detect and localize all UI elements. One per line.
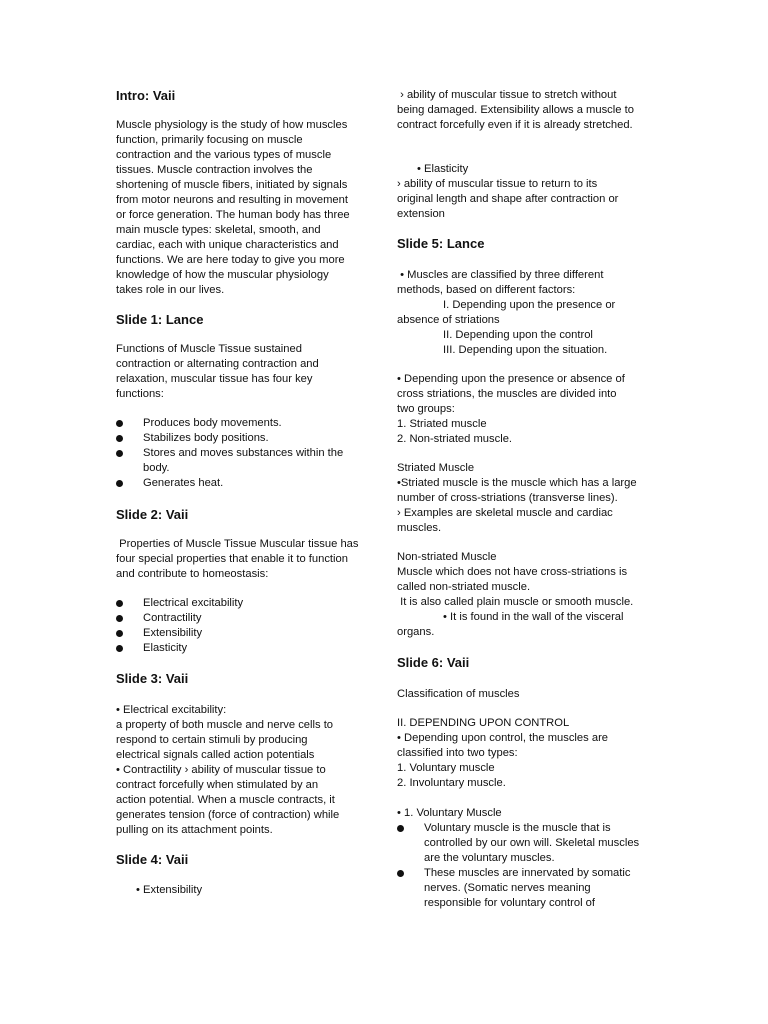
slide6-heading: Slide 6: Vaii [397, 655, 470, 670]
text-line: pulling on its attachment points. [116, 824, 273, 836]
text-line: functions: [116, 388, 164, 400]
text-line: organs. [397, 626, 435, 638]
voluntary-muscle-heading: • 1. Voluntary Muscle [397, 807, 502, 819]
text-line: from motor neurons and resulting in movement [116, 194, 348, 206]
text-line: Muscle which does not have cross-striations is [397, 566, 628, 578]
extensibility-bullet: • Extensibility [136, 884, 203, 896]
text-line: and contribute to homeostasis: [116, 568, 269, 580]
slide5-intro [397, 268, 659, 358]
striation-paragraph [397, 372, 659, 447]
text-line: III. Depending upon the situation. [443, 344, 608, 356]
text-line: relaxation, muscular tissue has four key [116, 373, 313, 385]
text-line: • Depending upon control, the muscles are [397, 732, 609, 744]
list-item: Produces body movements. [116, 416, 374, 431]
text-line: It is also called plain muscle or smooth muscle. [397, 596, 634, 608]
text-line: generates tension (force of contraction) while [116, 809, 340, 821]
text-line: Striated Muscle [397, 462, 475, 474]
list-item: Elasticity [116, 641, 374, 656]
slide3-heading: Slide 3: Vaii [116, 671, 189, 686]
text-line: main muscle types: skeletal, smooth, and [116, 224, 321, 236]
list-item: Electrical excitability [116, 596, 374, 611]
non-striated-muscle-paragraph [397, 550, 659, 640]
text-line: 2. Involuntary muscle. [397, 777, 506, 789]
slide2-bullet-list [116, 596, 374, 656]
classification-title: Classification of muscles [397, 688, 520, 700]
text-line: Muscle physiology is the study of how muscles [116, 119, 348, 131]
text-line: cardiac, each with unique characteristics and [116, 239, 339, 251]
text-line: called non-striated muscle. [397, 581, 531, 593]
text-line: • Depending upon the presence or absence of [397, 373, 625, 385]
text-line: • Muscles are classified by three different [397, 269, 604, 281]
text-line: methods, based on different factors: [397, 284, 576, 296]
text-line: contraction or alternating contraction and [116, 358, 319, 370]
text-line: extension [397, 208, 445, 220]
text-line: contract forcefully when stimulated by an [116, 779, 319, 791]
text-line: shortening of muscle fibers, initiated by signals [116, 179, 348, 191]
text-line: Functions of Muscle Tissue sustained [116, 343, 302, 355]
striated-muscle-paragraph [397, 461, 659, 536]
text-line: number of cross-striations (transverse lines). [397, 492, 618, 504]
list-item: Stabilizes body positions. [116, 431, 374, 446]
text-line: Non-striated Muscle [397, 551, 497, 563]
text-line: cross striations, the muscles are divided into [397, 388, 617, 400]
elasticity-paragraph [397, 177, 659, 222]
text-line: two groups: [397, 403, 455, 415]
text-line: knowledge of how the muscular physiology [116, 269, 329, 281]
list-item: Generates heat. [116, 476, 374, 491]
slide2-paragraph [116, 537, 378, 582]
intro-heading: Intro: Vaii [116, 88, 176, 103]
text-line: • Electrical excitability: [116, 704, 227, 716]
text-line: 1. Striated muscle [397, 418, 487, 430]
control-paragraph [397, 716, 659, 791]
text-line: II. Depending upon the control [443, 329, 593, 341]
slide1-paragraph [116, 342, 374, 402]
text-line: a property of both muscle and nerve cells to [116, 719, 334, 731]
text-line: function, primarily focusing on muscle [116, 134, 303, 146]
list-item: Stores and moves substances within the body. [116, 446, 374, 476]
text-line: Properties of Muscle Tissue Muscular tissue has [116, 538, 359, 550]
text-line: being damaged. Extensibility allows a muscle to [397, 104, 634, 116]
text-line: respond to certain stimuli by producing [116, 734, 308, 746]
text-line: functions. We are here today to give you more [116, 254, 345, 266]
text-line: 2. Non-striated muscle. [397, 433, 513, 445]
slide2-heading: Slide 2: Vaii [116, 507, 189, 522]
text-line: 1. Voluntary muscle [397, 762, 495, 774]
text-line: tissues. Muscle contraction involves the [116, 164, 313, 176]
slide5-heading: Slide 5: Lance [397, 236, 485, 251]
text-line: takes role in our lives. [116, 284, 225, 296]
text-line: • Contractility › ability of muscular tissue to [116, 764, 326, 776]
slide4-heading: Slide 4: Vaii [116, 852, 189, 867]
text-line: › ability of muscular tissue to stretch without [397, 89, 617, 101]
list-item: Contractility [116, 611, 374, 626]
text-line: contraction and the various types of muscle [116, 149, 332, 161]
intro-paragraph [116, 118, 374, 298]
text-line: › Examples are skeletal muscle and cardiac [397, 507, 613, 519]
text-line: II. DEPENDING UPON CONTROL [397, 717, 570, 729]
text-line: classified into two types: [397, 747, 518, 759]
text-line: › ability of muscular tissue to return to its [397, 178, 598, 190]
text-line: muscles. [397, 522, 442, 534]
list-item: Voluntary muscle is the muscle that is controlled by our own will. Skeletal muscles are the voluntary muscles. [397, 821, 645, 866]
text-line: electrical signals called action potentials [116, 749, 315, 761]
slide3-paragraph [116, 703, 374, 838]
slide1-bullet-list [116, 416, 374, 491]
list-item: Extensibility [116, 626, 374, 641]
text-line: •Striated muscle is the muscle which has a large [397, 477, 637, 489]
text-line: absence of striations [397, 314, 500, 326]
text-line: or force generation. The human body has three [116, 209, 350, 221]
slide1-heading: Slide 1: Lance [116, 312, 204, 327]
list-item: These muscles are innervated by somatic nerves. (Somatic nerves meaning responsible for voluntary control of [397, 866, 645, 911]
text-line: contract forcefully even if it is already stretched. [397, 119, 633, 131]
text-line: original length and shape after contraction or [397, 193, 619, 205]
voluntary-bullet-list [397, 821, 645, 911]
text-line: action potential. When a muscle contracts, it [116, 794, 335, 806]
text-line: • It is found in the wall of the visceral [443, 611, 624, 623]
text-line: four special properties that enable it to function [116, 553, 348, 565]
extensibility-paragraph [397, 88, 659, 133]
elasticity-bullet: • Elasticity [417, 163, 469, 175]
text-line: I. Depending upon the presence or [443, 299, 616, 311]
